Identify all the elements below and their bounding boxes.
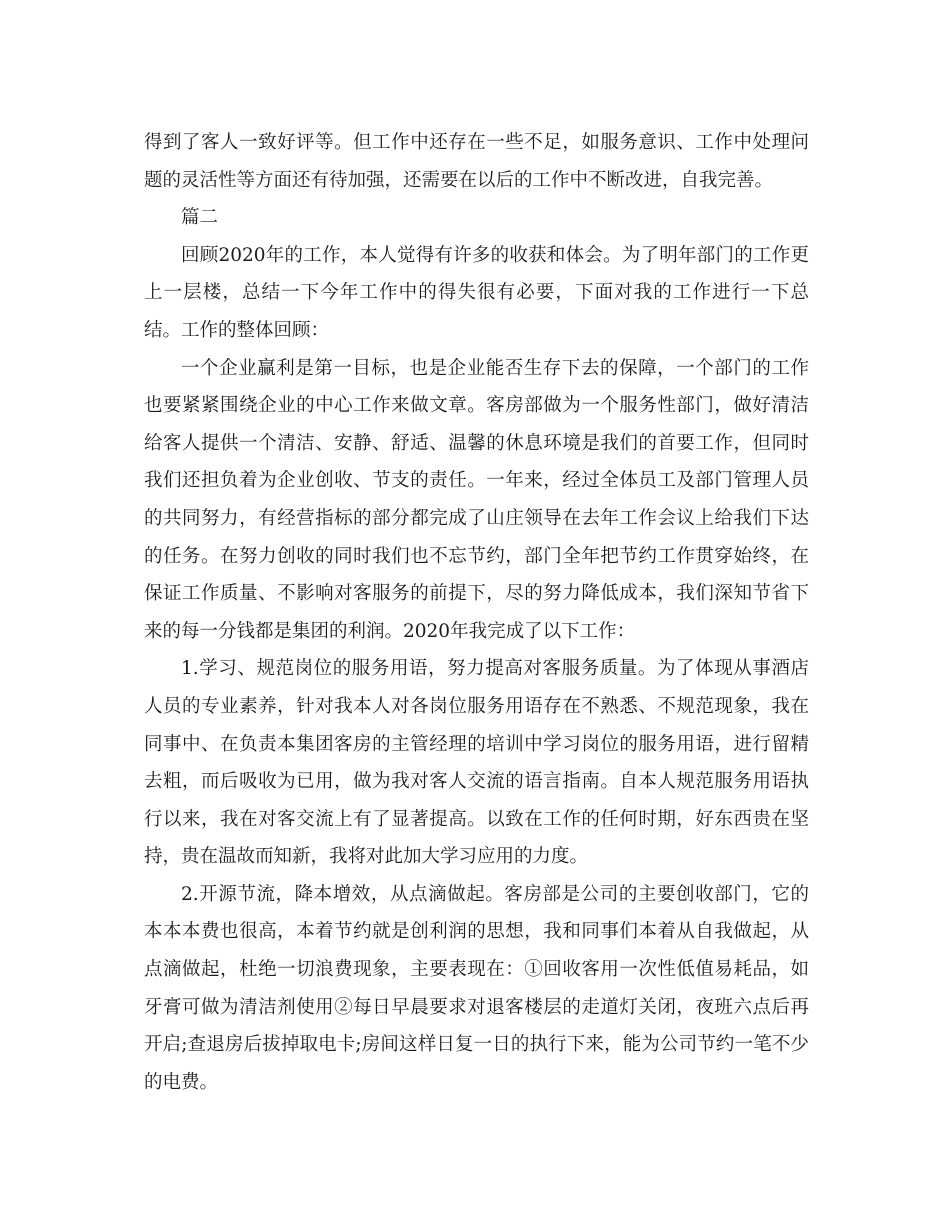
paragraph-review: 回顾2020年的工作，本人觉得有许多的收获和体会。为了明年部门的工作更上一层楼，总结一下今年工作中的得失很有必要，下面对我的工作进行一下总结。工作的整体回顾：	[144, 244, 809, 341]
section-heading: 篇二	[181, 207, 219, 229]
document-body	[144, 124, 809, 1101]
paragraph-item-2: 2.开源节流，降本增效，从点滴做起。客房部是公司的主要创收部门，它的本本本费也很高，本着节约就是创利润的思想，我和同事们本着从自我做起，从点滴做起，杜绝一切浪费现象，主要表现在：①回收客用一次性低值易耗品，如牙膏可做为清洁剂使用②每日早晨要求对退客楼层的走道灯关闭，夜班六点后再开启;查退房后拔掉取电卡;房间这样日复一日的执行下来，能为公司节约一笔不少的电费。	[144, 883, 809, 1093]
paragraph-item-1: 1.学习、规范岗位的服务用语，努力提高对客服务质量。为了体现从事酒店人员的专业素养，针对我本人对各岗位服务用语存在不熟悉、不规范现象，我在同事中、在负责本集团客房的主管经理的培训中学习岗位的服务用语，进行留精去粗，而后吸收为已用，做为我对客人交流的语言指南。自本人规范服务用语执行以来，我在对客交流上有了显著提高。以致在工作的任何时期，好东西贵在坚持，贵在温故而知新，我将对此加大学习应用的力度。	[144, 658, 809, 868]
paragraph-continuation: 得到了客人一致好评等。但工作中还存在一些不足，如服务意识、工作中处理问题的灵活性等方面还有待加强，还需要在以后的工作中不断改进，自我完善。	[144, 132, 809, 191]
paragraph-enterprise: 一个企业赢利是第一目标，也是企业能否生存下去的保障，一个部门的工作也要紧紧围绕企业的中心工作来做文章。客房部做为一个服务性部门，做好清洁给客人提供一个清洁、安静、舒适、温馨的休息环境是我们的首要工作，但同时我们还担负着为企业创收、节支的责任。一年来，经过全体员工及部门管理人员的共同努力，有经营指标的部分都完成了山庄领导在去年工作会议上给我们下达的任务。在努力创收的同时我们也不忘节约，部门全年把节约工作贯穿始终，在保证工作质量、不影响对客服务的前提下，尽的努力降低成本，我们深知节省下来的每一分钱都是集团的利润。2020年我完成了以下工作：	[144, 357, 809, 642]
